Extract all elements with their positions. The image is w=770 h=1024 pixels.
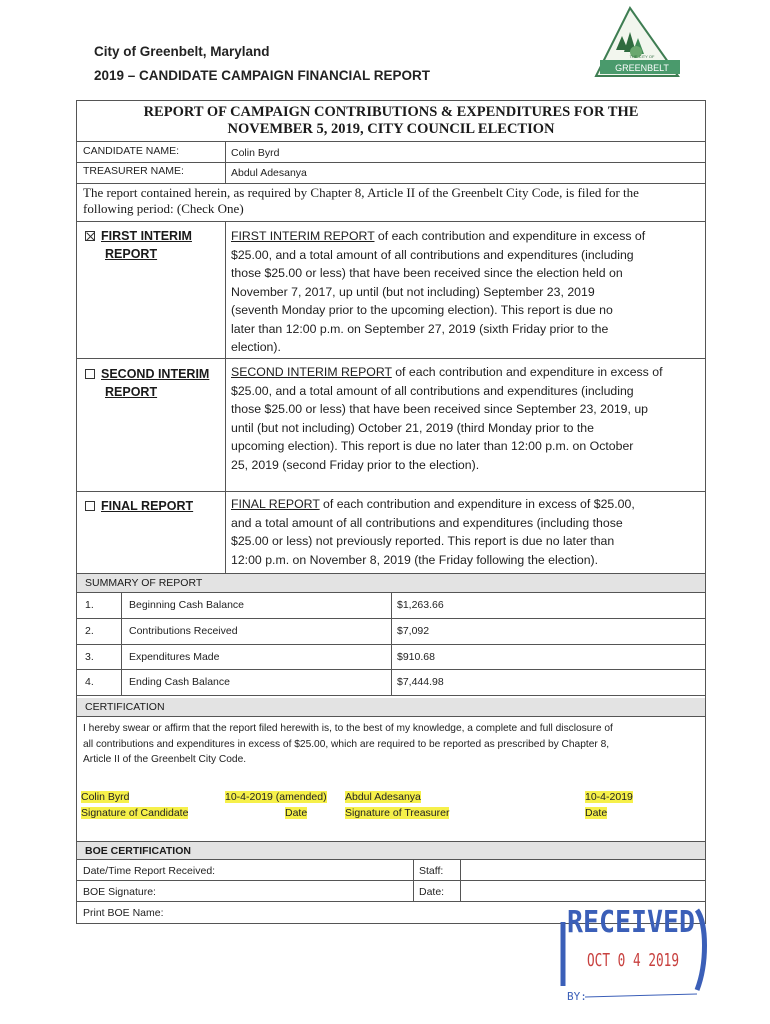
- second-interim-checkbox[interactable]: [85, 369, 95, 379]
- city-name: City of Greenbelt, Maryland: [94, 44, 270, 59]
- summary-heading: SUMMARY OF REPORT: [77, 574, 705, 592]
- first-interim-label-2: REPORT: [105, 247, 158, 261]
- period-text-line1: The report contained herein, as required by Chapter 8, Article II of the Greenbelt City Code, is filed for the: [83, 185, 639, 200]
- boe-received-label: Date/Time Report Received:: [83, 865, 216, 877]
- boe-print-name-label: Print BOE Name:: [83, 907, 164, 919]
- period-text: [83, 185, 639, 217]
- greenbelt-logo: [586, 6, 690, 86]
- summary-row-num: 4.: [85, 676, 94, 688]
- boe-staff-label: Staff:: [419, 865, 444, 877]
- summary-row-value: $1,263.66: [397, 599, 444, 611]
- option-final-report[interactable]: [85, 497, 223, 515]
- treasurer-date: 10-4-2019: [585, 791, 633, 803]
- summary-row-label: Beginning Cash Balance: [129, 599, 244, 611]
- summary-row-label: Expenditures Made: [129, 651, 220, 663]
- second-interim-description: SECOND INTERIM REPORT of each contribution and expenditure in excess of $25.00, and a total amount of all contributions and expenditures (including those $25.00 or less) that have been received since September 23, 2019, up until (but not including) October 21, 2019 (third Monday prior to the upcoming election). This report is due no later than 12:00 p.m. on October 25, 2019 (second Friday prior to the election).: [231, 365, 663, 472]
- candidate-name-label: CANDIDATE NAME:: [83, 145, 180, 157]
- form-title: [77, 101, 705, 141]
- certification-heading: CERTIFICATION: [77, 698, 705, 716]
- treasurer-name-value: Abdul Adesanya: [231, 167, 307, 179]
- treasurer-signature: Abdul Adesanya: [345, 791, 421, 803]
- boe-signature-label: BOE Signature:: [83, 886, 156, 898]
- candidate-date-label: Date: [285, 807, 308, 819]
- stamp-received-text: RECEIVED: [567, 905, 695, 940]
- final-report-lead: FINAL REPORT: [231, 497, 320, 511]
- form-title-line2: NOVEMBER 5, 2019, CITY COUNCIL ELECTION: [227, 121, 555, 137]
- final-report-label: FINAL REPORT: [101, 499, 194, 513]
- candidate-date: 10-4-2019 (amended): [225, 791, 327, 803]
- treasurer-date-label: Date: [585, 807, 608, 819]
- final-report-description: FINAL REPORT of each contribution and expenditure in excess of $25.00, and a total amount of all contributions and expenditures (including those $25.00 or less) not previously reported. This report is due no later than 12:00 p.m. on November 8, 2019 (the Friday following the election).: [231, 497, 635, 567]
- summary-row-value: $910.68: [397, 651, 435, 663]
- option-second-interim[interactable]: [85, 365, 223, 401]
- boe-heading: BOE CERTIFICATION: [77, 842, 705, 859]
- received-stamp: [557, 904, 707, 1004]
- logo-small-text: THE CITY OF: [629, 54, 655, 59]
- option-first-interim[interactable]: [85, 227, 223, 263]
- summary-row-label: Contributions Received: [129, 625, 238, 637]
- stamp-by-text: BY:: [567, 990, 587, 1003]
- treasurer-name-label: TREASURER NAME:: [83, 165, 184, 177]
- summary-row-label: Ending Cash Balance: [129, 676, 230, 688]
- logo-name-text: GREENBELT: [615, 63, 669, 73]
- summary-row-num: 2.: [85, 625, 94, 637]
- certification-text: I hereby swear or affirm that the report filed herewith is, to the best of my knowledge, a complete and full disclosure of all contributions and expenditures in excess of $25.00, which are required to be reported as prescribed by Chapter 8, Article II of the Greenbelt City Code.: [83, 723, 613, 765]
- first-interim-label: FIRST INTERIM: [101, 229, 192, 243]
- summary-row-num: 1.: [85, 599, 94, 611]
- summary-row-value: $7,092: [397, 625, 430, 637]
- candidate-name-value: Colin Byrd: [231, 147, 280, 159]
- first-interim-description: FIRST INTERIM REPORT of each contribution and expenditure in excess of $25.00, and a total amount of all contributions and expenditures (including those $25.00 or less) that have been received since the election held on November 7, 2017, up until (but not including) September 23, 2019 (seventh Monday prior to the upcoming election). This report is due no later than 12:00 p.m. on September 27, 2019 (sixth Friday prior to the election).: [231, 229, 646, 354]
- summary-row-value: $7,444.98: [397, 676, 444, 688]
- boe-date-label: Date:: [419, 886, 445, 898]
- report-name: 2019 – CANDIDATE CAMPAIGN FINANCIAL REPORT: [94, 68, 431, 83]
- treasurer-signature-label: Signature of Treasurer: [345, 807, 450, 819]
- first-interim-lead: FIRST INTERIM REPORT: [231, 229, 375, 243]
- second-interim-lead: SECOND INTERIM REPORT: [231, 365, 392, 379]
- candidate-signature: Colin Byrd: [81, 791, 130, 803]
- summary-row-num: 3.: [85, 651, 94, 663]
- second-interim-label: SECOND INTERIM: [101, 367, 210, 381]
- report-form: [76, 100, 706, 924]
- final-report-checkbox[interactable]: [85, 501, 95, 511]
- candidate-signature-label: Signature of Candidate: [81, 807, 189, 819]
- first-interim-checkbox[interactable]: [85, 231, 95, 241]
- period-text-line2: following period: (Check One): [83, 201, 244, 216]
- stamp-date-text: OCT 0 4 2019: [587, 950, 679, 971]
- second-interim-label-2: REPORT: [105, 385, 158, 399]
- form-title-line1: REPORT OF CAMPAIGN CONTRIBUTIONS & EXPENDITURES FOR THE: [143, 104, 639, 120]
